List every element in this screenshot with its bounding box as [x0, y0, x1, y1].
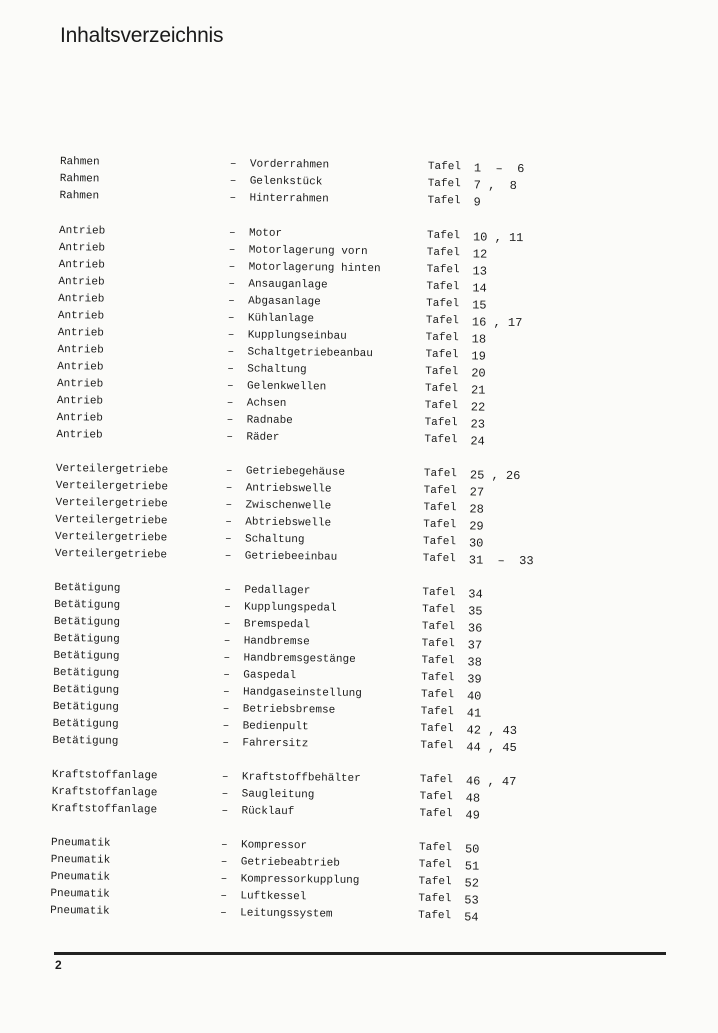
toc-tafel-label: Tafel [420, 688, 455, 702]
toc-category: Antrieb [57, 343, 104, 357]
toc-tafel-label: Tafel [418, 841, 453, 855]
toc-category: Rahmen [59, 172, 100, 186]
toc-dash: – [228, 295, 235, 308]
toc-item-title: Handbremsgestänge [243, 652, 356, 666]
toc-dash: – [228, 227, 236, 240]
toc-plate-numbers: 13 [472, 264, 488, 279]
toc-dash: – [220, 856, 228, 869]
toc-category: Betätigung [52, 683, 120, 697]
toc-plate-numbers: 14 [472, 281, 487, 296]
footer-rule [54, 952, 666, 955]
toc-plate-numbers: 30 [468, 536, 484, 551]
toc-group-betaetigung [0, 581, 712, 760]
toc-plate-numbers: 39 [467, 672, 482, 687]
toc-category: Antrieb [56, 411, 103, 425]
toc-item-title: Motor [248, 227, 283, 240]
toc-dash: – [222, 686, 230, 699]
toc-category: Betätigung [52, 717, 119, 731]
toc-plate-numbers: 10 , 11 [472, 230, 524, 246]
toc-dash: – [226, 380, 234, 393]
toc-category: Antrieb [56, 428, 103, 442]
toc-category: Betätigung [53, 632, 120, 646]
toc-plate-numbers: 15 [472, 298, 487, 313]
toc-item-title: Schaltung [244, 533, 305, 547]
toc-category: Betätigung [54, 598, 121, 612]
toc-category: Kraftstoffanlage [51, 785, 158, 800]
toc-category: Antrieb [57, 360, 104, 374]
toc-plate-numbers: 23 [470, 417, 486, 432]
toc-item-title: Kupplungseinbau [247, 329, 347, 343]
toc-item-title: Kompressor [240, 839, 308, 853]
toc-dash: – [222, 720, 230, 733]
toc-tafel-label: Tafel [418, 892, 452, 906]
toc-item-title: Getriebeabtrieb [240, 856, 340, 870]
toc-category: Kraftstoffanlage [51, 802, 158, 817]
toc-item-title: Gaspedal [243, 669, 297, 683]
toc-category: Antrieb [58, 275, 105, 289]
toc-dash: – [223, 635, 231, 648]
toc-tafel-label: Tafel [426, 246, 460, 260]
toc-tafel-label: Tafel [418, 909, 452, 923]
toc-item-title: Leitungssystem [240, 907, 333, 921]
toc-plate-numbers: 54 [464, 910, 479, 925]
page-title: Inhaltsverzeichnis [60, 24, 224, 47]
toc-dash: – [225, 499, 233, 512]
toc-item-title: Antriebswelle [245, 482, 332, 496]
toc-item-title: Getriebeeinbau [244, 550, 338, 564]
page-number: 2 [55, 958, 62, 972]
toc-category: Betätigung [52, 734, 119, 748]
toc-group-pneumatik [0, 836, 709, 930]
toc-category: Betätigung [53, 666, 120, 680]
toc-plate-numbers: 41 [466, 706, 482, 721]
toc-item-title: Rücklauf [241, 805, 295, 819]
toc-category: Antrieb [58, 224, 106, 238]
toc-category: Antrieb [57, 326, 105, 340]
toc-dash: – [220, 839, 228, 852]
toc-tafel-label: Tafel [426, 297, 460, 311]
toc-plate-numbers: 18 [471, 332, 487, 347]
toc-plate-numbers: 38 [467, 655, 482, 670]
toc-category: Betätigung [54, 581, 121, 595]
toc-tafel-label: Tafel [425, 331, 459, 345]
toc-tafel-label: Tafel [421, 671, 455, 685]
toc-category: Verteilergetriebe [55, 496, 168, 511]
toc-item-title: Gelenkwellen [246, 380, 327, 394]
toc-tafel-label: Tafel [421, 637, 455, 651]
toc-item-title: Fahrersitz [242, 737, 309, 751]
toc-plate-numbers: 53 [464, 893, 479, 908]
toc-tafel-label: Tafel [419, 807, 453, 821]
toc-group-verteilergetriebe [0, 462, 714, 573]
toc-tafel-label: Tafel [420, 739, 454, 753]
toc-plate-numbers: 7 , 8 [473, 178, 518, 193]
toc-dash: – [227, 312, 235, 325]
toc-plate-numbers: 28 [469, 502, 484, 517]
toc-category: Pneumatik [50, 853, 111, 867]
toc-category: Pneumatik [50, 870, 111, 884]
toc-dash: – [224, 601, 231, 614]
toc-dash: – [228, 244, 236, 257]
toc-dash: – [221, 771, 229, 784]
toc-plate-numbers: 12 [472, 247, 488, 262]
toc-plate-numbers: 49 [465, 808, 480, 823]
toc-item-title: Kühlanlage [247, 312, 315, 326]
toc-tafel-label: Tafel [427, 177, 461, 191]
toc-tafel-label: Tafel [418, 858, 452, 872]
toc-tafel-label: Tafel [420, 705, 454, 719]
toc-category: Antrieb [56, 394, 104, 408]
toc-category: Verteilergetriebe [54, 530, 168, 545]
toc-dash: – [220, 890, 228, 903]
toc-dash: – [225, 516, 232, 529]
toc-tafel-label: Tafel [426, 229, 461, 243]
toc-dash: – [223, 669, 230, 682]
toc-plate-numbers: 40 [466, 689, 482, 704]
toc-category: Antrieb [58, 258, 105, 272]
toc-tafel-label: Tafel [423, 501, 457, 515]
toc-plate-numbers: 31 – 33 [468, 553, 534, 569]
toc-tafel-label: Tafel [427, 194, 461, 208]
toc-plate-numbers: 29 [469, 519, 484, 534]
toc-category: Verteilergetriebe [55, 462, 169, 477]
toc-dash: – [227, 329, 235, 342]
toc-plate-numbers: 16 , 17 [471, 315, 523, 331]
toc-dash: – [226, 431, 234, 444]
toc-dash: – [225, 482, 233, 495]
toc-tafel-label: Tafel [420, 722, 454, 736]
toc-item-title: Getriebegehäuse [245, 465, 346, 479]
toc-plate-numbers: 37 [467, 638, 483, 653]
toc-tafel-label: Tafel [427, 160, 462, 174]
toc-item-title: Achsen [246, 397, 287, 410]
toc-dash: – [220, 907, 227, 920]
toc-tafel-label: Tafel [426, 280, 460, 294]
toc-tafel-label: Tafel [421, 620, 456, 634]
toc-plate-numbers: 36 [467, 621, 483, 636]
toc-item-title: Pedallager [244, 584, 311, 598]
toc-tafel-label: Tafel [423, 467, 458, 481]
toc-tafel-label: Tafel [422, 603, 456, 617]
toc-dash: – [220, 873, 228, 886]
toc-tafel-label: Tafel [424, 433, 458, 447]
toc-item-title: Betriebsbremse [242, 703, 336, 717]
toc-item-title: Gelenkstück [249, 175, 323, 189]
toc-category: Betätigung [52, 700, 119, 714]
toc-item-title: Vorderrahmen [249, 158, 330, 172]
toc-item-title: Handbremse [243, 635, 310, 649]
toc-plate-numbers: 21 [470, 383, 486, 398]
toc-category: Kraftstoffanlage [51, 768, 158, 783]
toc-category: Verteilergetriebe [55, 513, 168, 528]
toc-dash: – [224, 533, 232, 546]
toc-dash: – [225, 465, 233, 478]
toc-item-title: Motorlagerung vorn [248, 244, 368, 259]
toc-item-title: Räder [246, 431, 280, 444]
toc-dash: – [222, 703, 230, 716]
toc-category: Betätigung [53, 649, 120, 663]
toc-item-title: Bremspedal [243, 618, 311, 632]
toc-tafel-label: Tafel [418, 875, 452, 889]
toc-item-title: Kompressorkupplung [240, 873, 360, 887]
toc-item-title: Zwischenwelle [245, 499, 332, 513]
toc-item-title: Saugleitung [241, 788, 315, 802]
toc-category: Betätigung [53, 615, 121, 629]
toc-item-title: Abtriebswelle [245, 516, 332, 530]
toc-plate-numbers: 52 [464, 876, 480, 891]
toc-plate-numbers: 50 [464, 842, 480, 857]
toc-plate-numbers: 22 [470, 400, 486, 415]
toc-dash: – [226, 397, 234, 410]
toc-plate-numbers: 27 [469, 485, 485, 500]
toc-plate-numbers: 44 , 45 [466, 740, 517, 756]
toc-category: Antrieb [57, 309, 105, 323]
toc-plate-numbers: 34 [468, 587, 483, 602]
toc-plate-numbers: 20 [471, 366, 486, 381]
toc-item-title: Hinterrahmen [249, 192, 329, 206]
toc-category: Pneumatik [50, 887, 110, 901]
toc-item-title: Bedienpult [242, 720, 309, 734]
toc-tafel-label: Tafel [423, 518, 457, 532]
toc-plate-numbers: 51 [464, 859, 480, 874]
toc-group-rahmen [0, 155, 718, 215]
toc-tafel-label: Tafel [422, 586, 456, 600]
toc-tafel-label: Tafel [425, 365, 459, 379]
toc-category: Antrieb [56, 377, 104, 391]
toc-tafel-label: Tafel [425, 348, 459, 362]
toc-group-antrieb [0, 224, 717, 454]
toc-plate-numbers: 25 , 26 [469, 468, 521, 484]
toc-plate-numbers: 46 , 47 [465, 774, 517, 790]
toc-dash: – [221, 805, 229, 818]
toc-category: Rahmen [59, 156, 100, 169]
toc-dash: – [223, 618, 231, 631]
toc-tafel-label: Tafel [419, 790, 453, 804]
toc-item-title: Ansauganlage [248, 278, 328, 292]
toc-tafel-label: Tafel [419, 773, 454, 787]
toc-category: Rahmen [59, 189, 100, 203]
toc-item-title: Luftkessel [240, 890, 307, 904]
toc-category: Verteilergetriebe [55, 479, 169, 494]
toc-item-title: Schaltgetriebeanbau [247, 346, 373, 361]
toc-tafel-label: Tafel [426, 263, 460, 277]
toc-tafel-label: Tafel [424, 382, 459, 396]
toc-dash: – [221, 788, 229, 801]
toc-tafel-label: Tafel [424, 416, 458, 430]
toc-dash: – [229, 175, 237, 188]
toc-tafel-label: Tafel [425, 314, 460, 328]
toc-dash: – [227, 346, 235, 359]
toc-dash: – [229, 192, 237, 205]
toc-tafel-label: Tafel [422, 535, 457, 549]
toc-item-title: Schaltung [247, 363, 307, 377]
toc-tafel-label: Tafel [423, 484, 457, 498]
toc-dash: – [229, 158, 237, 171]
toc-dash: – [223, 652, 231, 665]
toc-dash: – [224, 584, 232, 597]
toc-tafel-label: Tafel [422, 552, 456, 566]
toc-item-title: Radnabe [246, 414, 293, 428]
toc-plate-numbers: 48 [465, 791, 481, 806]
toc-dash: – [228, 261, 236, 274]
toc-item-title: Abgasanlage [248, 295, 321, 309]
toc-tafel-label: Tafel [424, 399, 458, 413]
toc-item-title: Motorlagerung hinten [248, 261, 381, 276]
toc-plate-numbers: 24 [470, 434, 485, 449]
toc-plate-numbers: 9 [473, 195, 481, 210]
toc-category: Pneumatik [50, 836, 111, 850]
toc-dash: – [226, 414, 234, 427]
toc-category: Verteilergetriebe [54, 547, 168, 562]
toc-dash: – [222, 737, 230, 750]
toc-category: Antrieb [58, 241, 106, 255]
toc-plate-numbers: 19 [471, 349, 486, 364]
toc-item-title: Kraftstoffbehälter [241, 771, 361, 785]
toc-item-title: Kupplungspedal [244, 601, 337, 615]
toc-dash: – [228, 278, 236, 291]
toc-category: Antrieb [58, 292, 105, 306]
toc-dash: – [227, 363, 234, 376]
toc-plate-numbers: 1 – 6 [473, 161, 525, 177]
toc-group-kraftstoffanlage [0, 768, 710, 828]
toc-item-title: Handgaseinstellung [242, 686, 362, 700]
toc-tafel-label: Tafel [421, 654, 455, 668]
toc-category: Pneumatik [50, 904, 110, 918]
toc-plate-numbers: 42 , 43 [466, 723, 518, 739]
toc-dash: – [224, 550, 232, 563]
toc-plate-numbers: 35 [468, 604, 483, 619]
